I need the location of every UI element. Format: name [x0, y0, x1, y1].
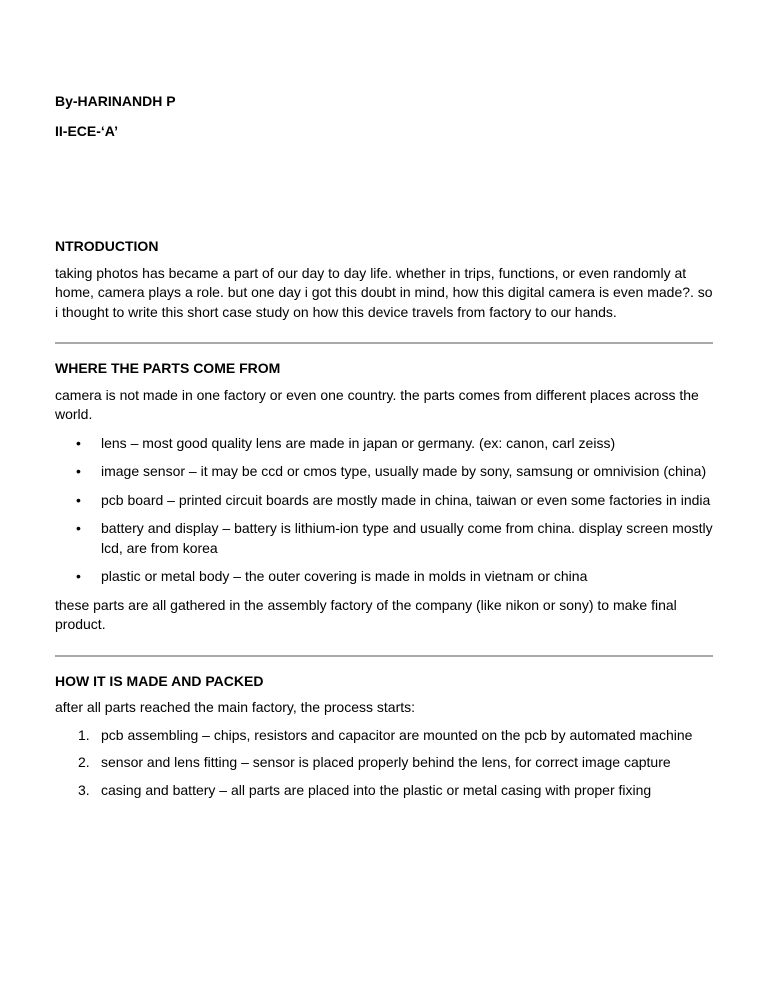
process-steps-list	[55, 726, 713, 801]
section-heading: NTRODUCTION	[55, 238, 159, 254]
step-number: 1.	[78, 726, 90, 743]
process-section	[55, 672, 713, 801]
introduction-section	[55, 237, 713, 322]
parts-section	[55, 359, 713, 635]
document-page	[55, 92, 713, 808]
list-item-text: image sensor – it may be ccd or cmos type, usually made by sony, samsung or omnivision (china)	[101, 463, 707, 479]
parts-list	[55, 434, 713, 587]
list-item-text: plastic or metal body – the outer covering is made in molds in vietnam or china	[101, 568, 588, 584]
list-item-text: battery and display – battery is lithium-ion type and usually come from china. display screen mostly lcd, are from korea	[101, 520, 713, 556]
list-item	[55, 781, 713, 801]
step-number: 3.	[78, 781, 90, 798]
paragraph: taking photos has became a part of our day to day life. whether in trips, functions, or even randomly at home, camera plays a role. but one day i got this doubt in mind, how this digital camera is even made?. so i thought to write this short case study on how this device travels from factory to our hands.	[55, 264, 713, 320]
list-item	[55, 434, 713, 454]
paragraph: these parts are all gathered in the assembly factory of the company (like nikon or sony) to make final product.	[55, 596, 677, 632]
list-item-text: sensor and lens fitting – sensor is placed properly behind the lens, for correct image capture	[101, 754, 671, 770]
list-item-text: lens – most good quality lens are made in japan or germany. (ex: canon, carl zeiss)	[101, 434, 616, 451]
paragraph: camera is not made in one factory or even one country. the parts comes from different places across the world.	[55, 386, 699, 422]
bullet-icon: •	[76, 434, 81, 451]
bullet-icon: •	[76, 463, 81, 479]
list-item	[55, 491, 713, 511]
list-item-text: pcb assembling – chips, resistors and capacitor are mounted on the pcb by automated machine	[101, 726, 693, 743]
paragraph: after all parts reached the main factory, the process starts:	[55, 699, 416, 715]
bullet-icon: •	[76, 520, 81, 536]
list-item	[55, 519, 713, 558]
author-class: II-ECE-‘A’	[55, 122, 119, 139]
author-name: By-HARINANDH P	[55, 93, 176, 109]
list-item	[55, 753, 713, 773]
list-item-text: casing and battery – all parts are placed into the plastic or metal casing with proper fixing	[101, 781, 652, 798]
blank-space	[55, 141, 713, 237]
bullet-icon: •	[76, 568, 81, 584]
list-item	[55, 567, 713, 587]
section-divider	[55, 342, 713, 344]
section-heading: HOW IT IS MADE AND PACKED	[55, 672, 264, 689]
section-divider	[55, 655, 713, 657]
section-heading: WHERE THE PARTS COME FROM	[55, 360, 281, 376]
list-item	[55, 462, 713, 482]
step-number: 2.	[78, 754, 90, 770]
list-item	[55, 726, 713, 746]
bullet-icon: •	[76, 491, 81, 508]
list-item-text: pcb board – printed circuit boards are mostly made in china, taiwan or even some factories in india	[101, 491, 711, 508]
